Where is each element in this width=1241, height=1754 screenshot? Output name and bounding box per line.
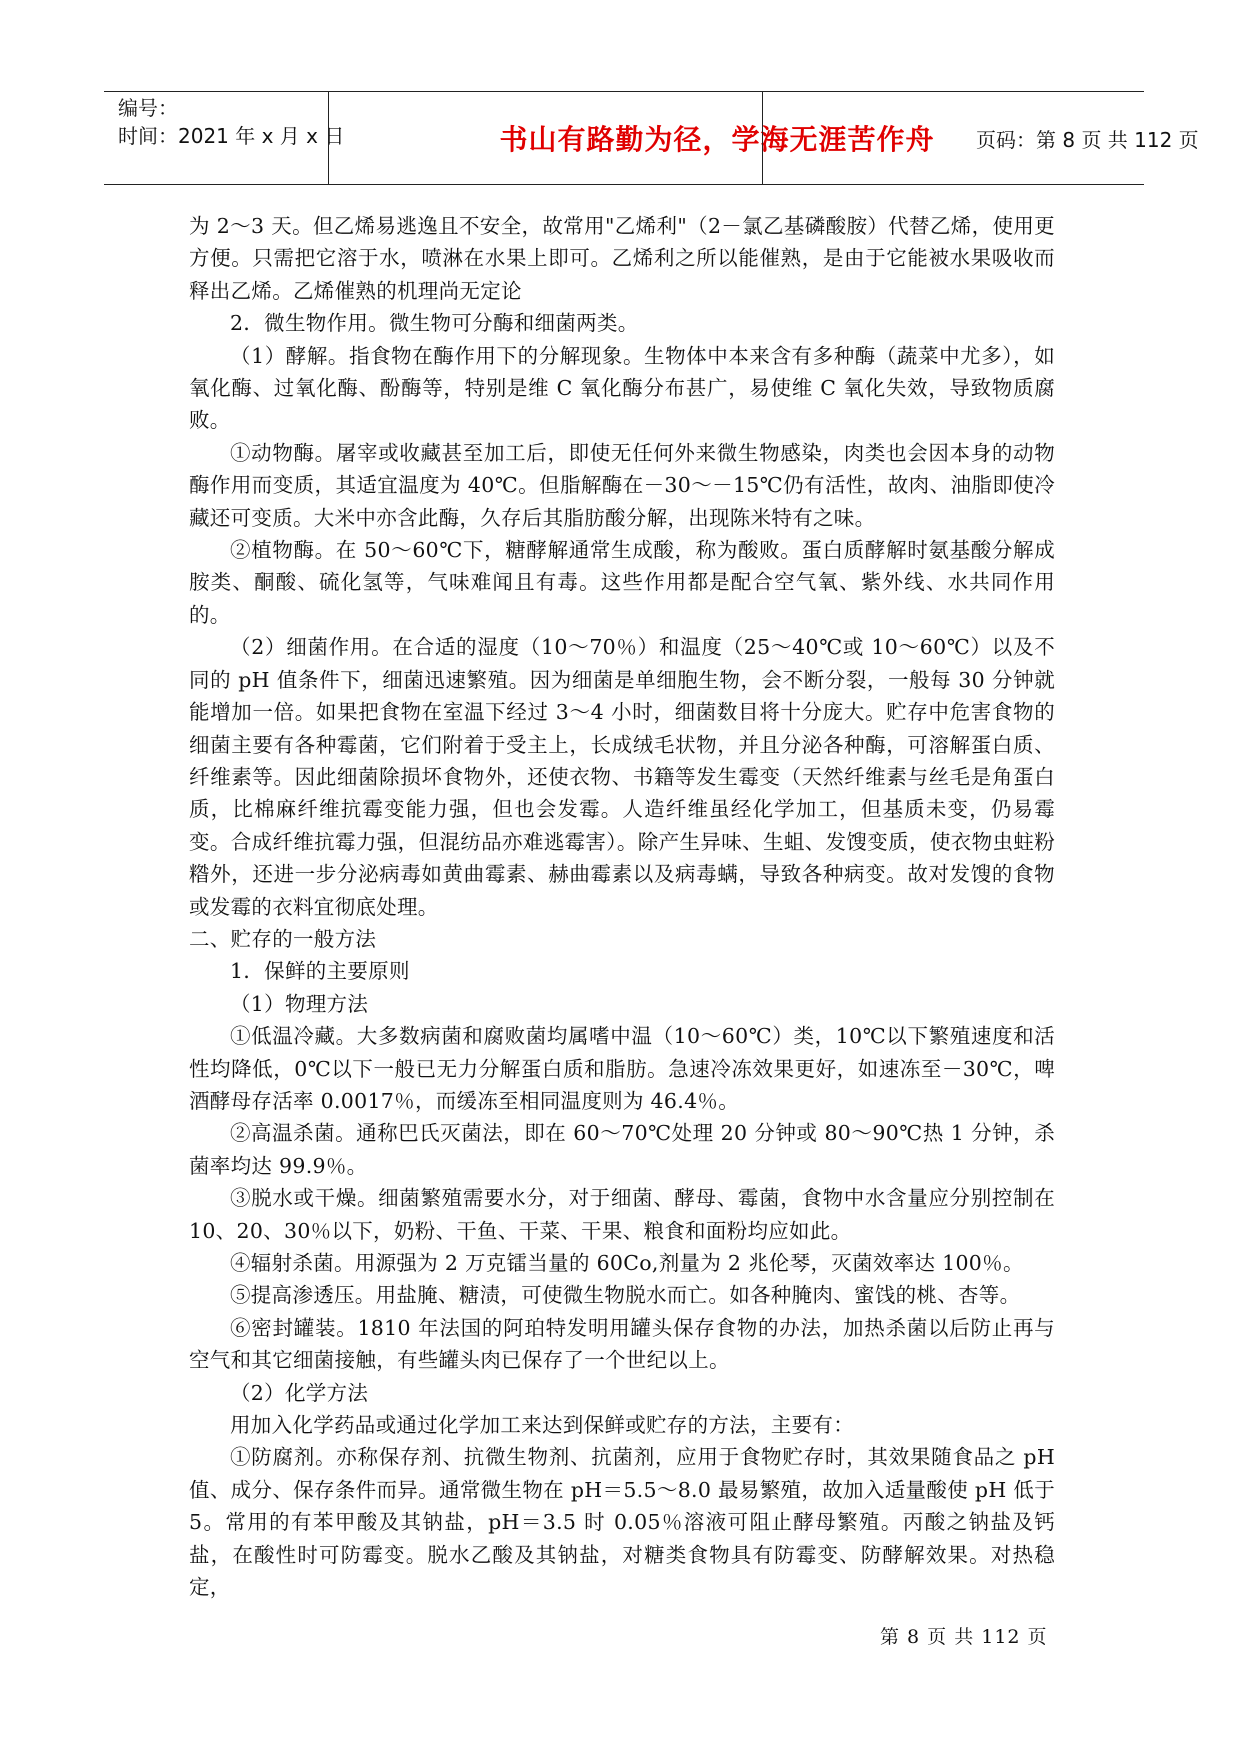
header-motto: 书山有路勤为径，学海无涯苦作舟 bbox=[499, 123, 935, 156]
paragraph: ⑥密封罐装。1810 年法国的阿珀特发明用罐头保存食物的办法，加热杀菌以后防止再与空气和其它细菌接触，有些罐头肉已保存了一个世纪以上。 bbox=[189, 1315, 1055, 1373]
paragraph: ①低温冷藏。大多数病菌和腐败菌均属嗜中温（10～60℃）类，10℃以下繁殖速度和活性均降低，0℃以下一般已无力分解蛋白质和脂肪。急速冷冻效果更好，如速冻至－30℃，啤酒酵母存活率 0.0017％，而缓冻至相同温度则为 46.4％。 bbox=[189, 1024, 1055, 1113]
paragraph: 为 2～3 天。但乙烯易逃逸且不安全，故常用"乙烯利"（2－氯乙基磷酸胺）代替乙烯，使用更方便。只需把它溶于水，喷淋在水果上即可。乙烯利之所以能催熟，是由于它能被水果吸收而释出乙烯。乙烯催熟的机理尚无定论 bbox=[189, 214, 1055, 303]
subsection-heading: （1）物理方法 bbox=[230, 991, 369, 1016]
paragraph: ④辐射杀菌。用源强为 2 万克镭当量的 60Co,剂量为 2 兆伦琴，灭菌效率达 100％。 bbox=[230, 1251, 1024, 1275]
header-page-info: 页码：第 8 页 共 112 页 bbox=[976, 127, 1199, 152]
paragraph: 2．微生物作用。微生物可分酶和细菌两类。 bbox=[230, 311, 639, 336]
paragraph: ③脱水或干燥。细菌繁殖需要水分，对于细菌、酵母、霉菌，食物中水含量应分别控制在 10、20、30％以下，奶粉、干鱼、干菜、干果、粮食和面粉均应如此。 bbox=[189, 1186, 1055, 1243]
time-label: 时间：2021 年 x 月 x 日 bbox=[118, 124, 345, 148]
paragraph: ①动物酶。屠宰或收藏甚至加工后，即使无任何外来微生物感染，肉类也会因本身的动物酶作用而变质，其适宜温度为 40℃。但脂解酶在－30～－15℃仍有活性，故肉、油脂即使冷藏还可变质。大米中亦含此酶，久存后其脂肪酸分解，出现陈米特有之味。 bbox=[189, 440, 1055, 530]
paragraph: （2）细菌作用。在合适的湿度（10～70％）和温度（25～40℃或 10～60℃）以及不同的 pH 值条件下，细菌迅速繁殖。因为细菌是单细胞生物，会不断分裂，一般每 30 分钟就能增加一倍。如果把食物在室温下经过 3～4 小时，细菌数目将十分庞大。贮存中危害食物的细菌主要有各种霉菌，它们附着于受主上，长成绒毛状物，并且分泌各种酶，可溶解蛋白质、纤维素等。因此细菌除损坏食物外，还使衣物、书籍等发生霉变（天然纤维素与丝毛是角蛋白质，比棉麻纤维抗霉变能力强，但也会发霉。人造纤维虽经化学加工，但基质未变，仍易霉变。合成纤维抗霉力强，但混纺品亦难逃霉害）。除产生异味、生蛆、发馊变质，使衣物虫蛀粉糌外，还进一步分泌病毒如黄曲霉素、赫曲霉素以及病毒螨，导致各种病变。故对发馊的食物或发霉的衣料宜彻底处理。 bbox=[189, 635, 1055, 919]
number-label: 编号： bbox=[118, 96, 178, 120]
document-body bbox=[189, 210, 1055, 1603]
paragraph: ⑤提高渗透压。用盐腌、糖渍，可使微生物脱水而亡。如各种腌肉、蜜饯的桃、杏等。 bbox=[230, 1283, 1021, 1308]
page-footer: 第 8 页 共 112 页 bbox=[880, 1626, 1048, 1648]
header-meta bbox=[118, 94, 468, 150]
header-divider bbox=[328, 92, 329, 184]
paragraph: 用加入化学药品或通过化学加工来达到保鲜或贮存的方法，主要有： bbox=[230, 1413, 854, 1438]
subsection-heading: 1．保鲜的主要原则 bbox=[230, 959, 410, 984]
paragraph: （1）酵解。指食物在酶作用下的分解现象。生物体中本来含有多种酶（蔬菜中尤多），如氧化酶、过氧化酶、酚酶等，特别是维 C 氧化酶分布甚广，易使维 C 氧化失效，导致物质腐败。 bbox=[189, 343, 1055, 433]
header-table bbox=[104, 91, 1199, 185]
subsection-heading: （2）化学方法 bbox=[230, 1380, 369, 1405]
paragraph: ②高温杀菌。通称巴氏灭菌法，即在 60～70℃处理 20 分钟或 80～90℃热 1 分钟，杀菌率均达 99.9％。 bbox=[189, 1121, 1055, 1178]
paragraph: ①防腐剂。亦称保存剂、抗微生物剂、抗菌剂，应用于食物贮存时，其效果随食品之 pH 值、成分、保存条件而异。通常微生物在 pH＝5.5～8.0 最易繁殖，故加入适量酸使 pH 低于 5。常用的有苯甲酸及其钠盐，pH＝3.5 时 0.05％溶液可阻止酵母繁殖。丙酸之钠盐及钙盐，在酸性时可防霉变。脱水乙酸及其钠盐，对糖类食物具有防霉变、防酵解效果。对热稳定， bbox=[189, 1445, 1055, 1600]
paragraph: ②植物酶。在 50～60℃下，糖酵解通常生成酸，称为酸败。蛋白质酵解时氨基酸分解成胺类、酮酸、硫化氢等，气味难闻且有毒。这些作用都是配合空气氧、紫外线、水共同作用的。 bbox=[189, 538, 1055, 627]
section-heading: 二、贮存的一般方法 bbox=[189, 926, 377, 951]
header-divider bbox=[762, 92, 763, 184]
